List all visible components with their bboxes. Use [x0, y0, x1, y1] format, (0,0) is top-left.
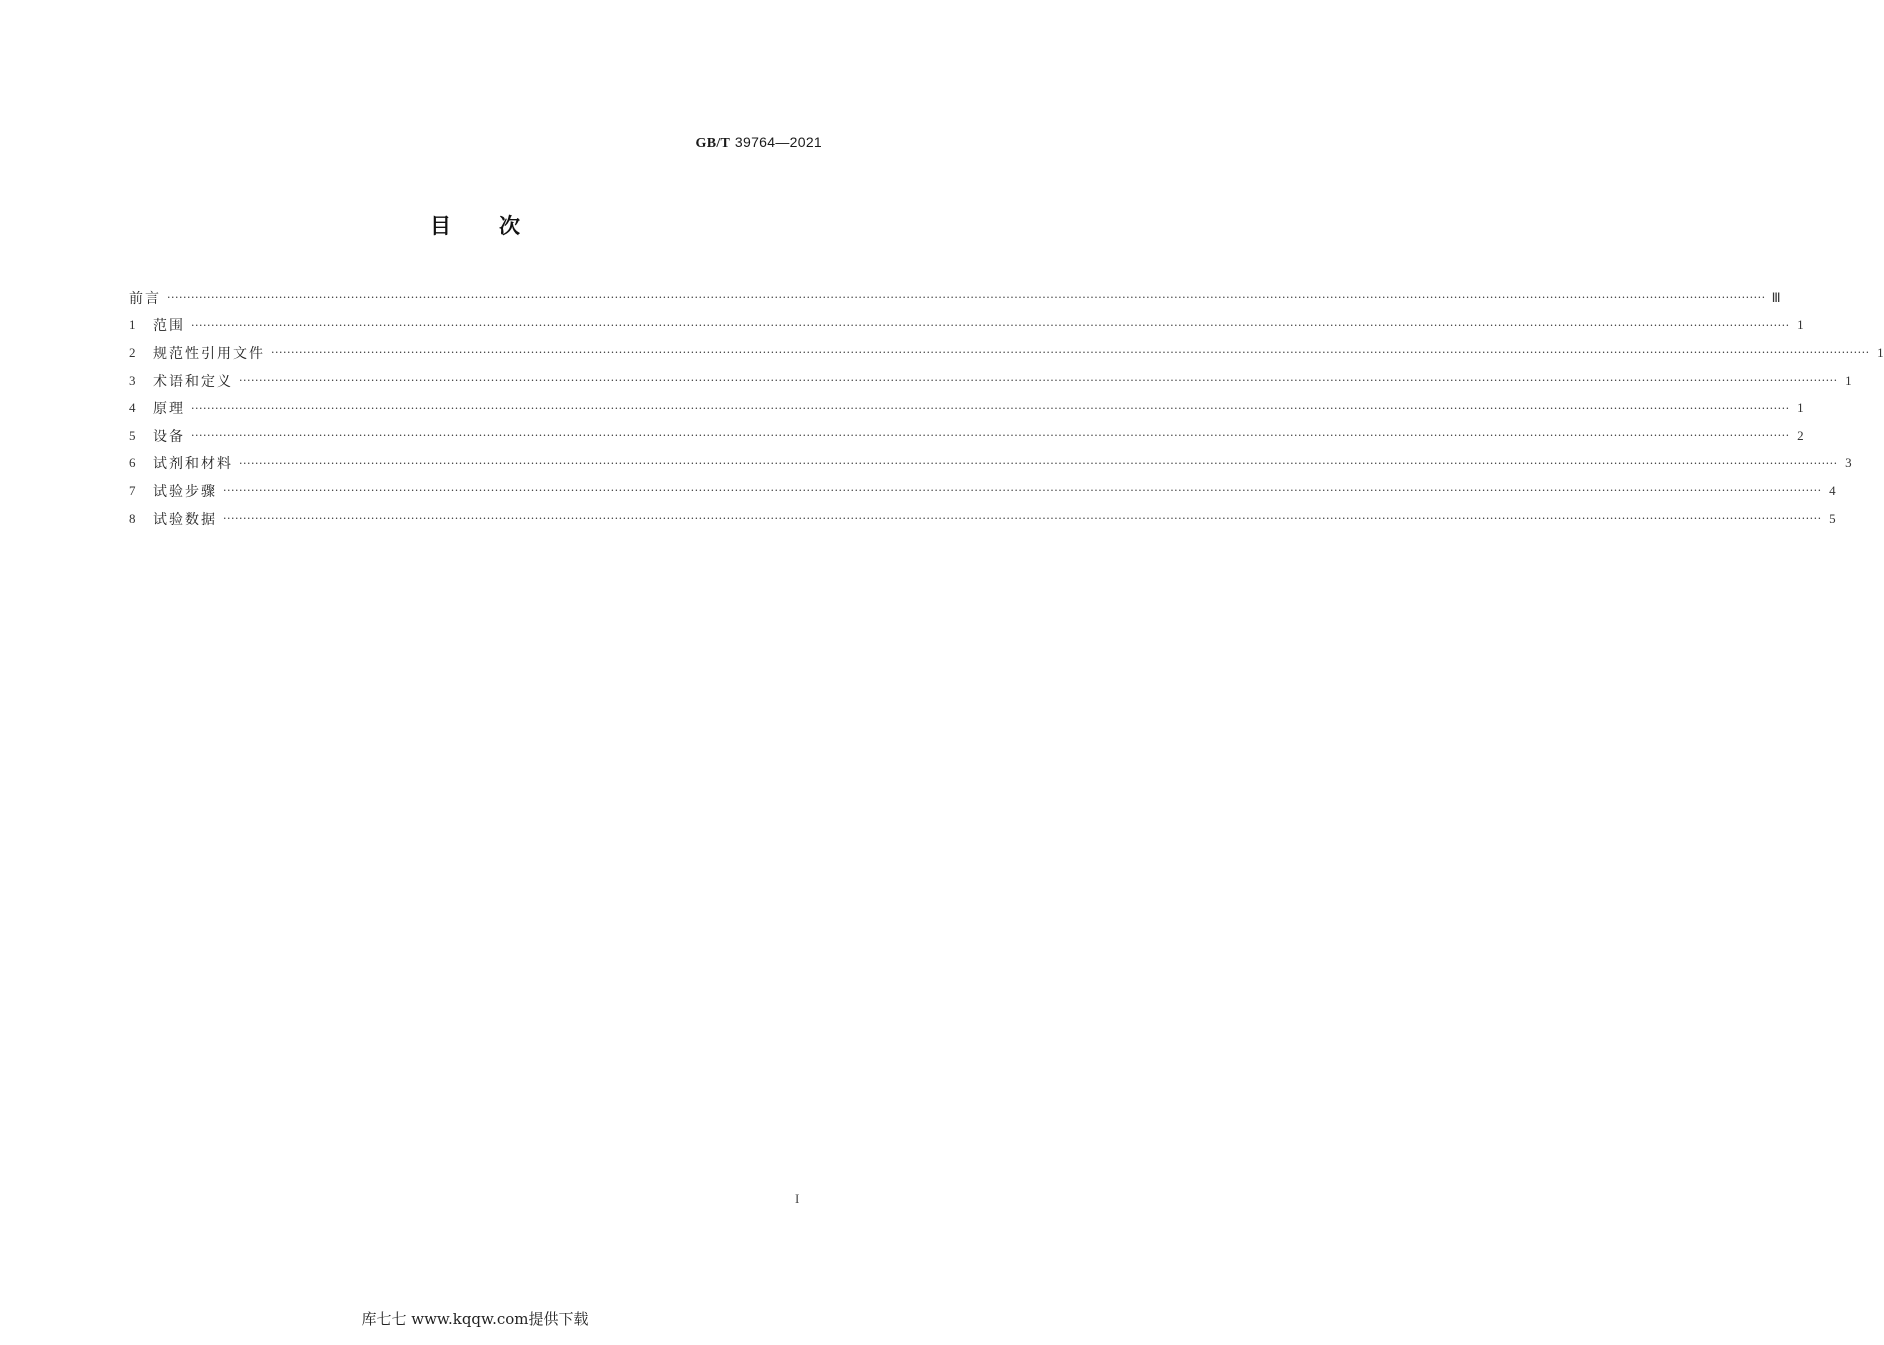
toc-entry-number: 1 [129, 317, 136, 333]
toc-title-char-2: 次 [499, 214, 520, 238]
toc-leader-dots: ················································································································································································································································································································································································································ [223, 512, 1822, 526]
toc-title-char-1: 目 [430, 214, 451, 238]
toc-entry-2[interactable] [129, 339, 1884, 367]
toc-entry-4[interactable] [129, 394, 1804, 422]
standard-prefix: GB/T [695, 136, 731, 151]
toc-entry-label: 规范性引用文件 [153, 345, 265, 362]
toc-entry-page: Ⅲ [1771, 289, 1781, 305]
toc-leader-dots: ················································································································································································································································································································································································································ [191, 318, 1790, 332]
toc-entry-page: 1 [1845, 372, 1852, 388]
toc-entry-label: 试剂和材料 [153, 456, 233, 473]
footer-download-note: 库七七 www.kqqw.com提供下载 [361, 1310, 589, 1328]
toc-entry-label: 原理 [153, 401, 185, 418]
toc-leader-dots: ················································································································································································································································································································································································································ [239, 374, 1838, 388]
toc-entry-6[interactable] [129, 450, 1852, 478]
toc-leader-dots: ················································································································································································································································································································································································································ [191, 401, 1790, 415]
toc-entry-number: 5 [129, 427, 136, 443]
toc-entry-page: 1 [1797, 317, 1804, 333]
toc-entry-label: 前言 [129, 290, 161, 307]
toc-entry-number: 8 [129, 510, 136, 526]
toc-entry-1[interactable] [129, 312, 1804, 340]
toc-entry-5[interactable] [129, 422, 1804, 450]
toc-leader-dots: ················································································································································································································································································································································································································ [239, 456, 1838, 470]
toc-entry-7[interactable] [129, 477, 1836, 505]
toc-entry-page: 4 [1829, 482, 1836, 498]
toc-entry-page: 3 [1845, 455, 1852, 471]
toc-entry-number: 2 [129, 344, 136, 360]
page-number: I [795, 1191, 800, 1206]
toc-entry-label: 试验数据 [153, 511, 217, 528]
standard-number: 39764—2021 [734, 134, 822, 150]
toc-entry-label: 范围 [153, 318, 185, 335]
toc-entry-number: 7 [129, 482, 136, 498]
toc-entry-label: 术语和定义 [153, 373, 233, 390]
toc-entry-number: 6 [129, 455, 136, 471]
toc-entry-number: 4 [129, 400, 136, 416]
standard-code [696, 134, 823, 152]
toc-leader-dots: ················································································································································································································································································································································································································ [191, 429, 1790, 443]
toc-entry-page: 1 [1797, 400, 1804, 416]
toc-entry-page: 1 [1877, 344, 1884, 360]
toc-leader-dots: ················································································································································································································································································································································································································ [223, 484, 1822, 498]
toc-entry-label: 设备 [153, 428, 185, 445]
toc-entry-number: 3 [129, 372, 136, 388]
toc-entry-8[interactable] [129, 505, 1836, 533]
toc-entry-3[interactable] [129, 367, 1852, 395]
toc-entry-label: 试验步骤 [153, 483, 217, 500]
toc-entry-preface[interactable] [129, 284, 1781, 312]
toc-title [0, 210, 950, 240]
toc-leader-dots: ················································································································································································································································································································································································································ [167, 291, 1766, 305]
toc-leader-dots: ················································································································································································································································································································································································································ [271, 346, 1870, 360]
toc-entry-page: 2 [1797, 427, 1804, 443]
toc-entry-page: 5 [1829, 510, 1836, 526]
table-of-contents [129, 284, 1884, 532]
